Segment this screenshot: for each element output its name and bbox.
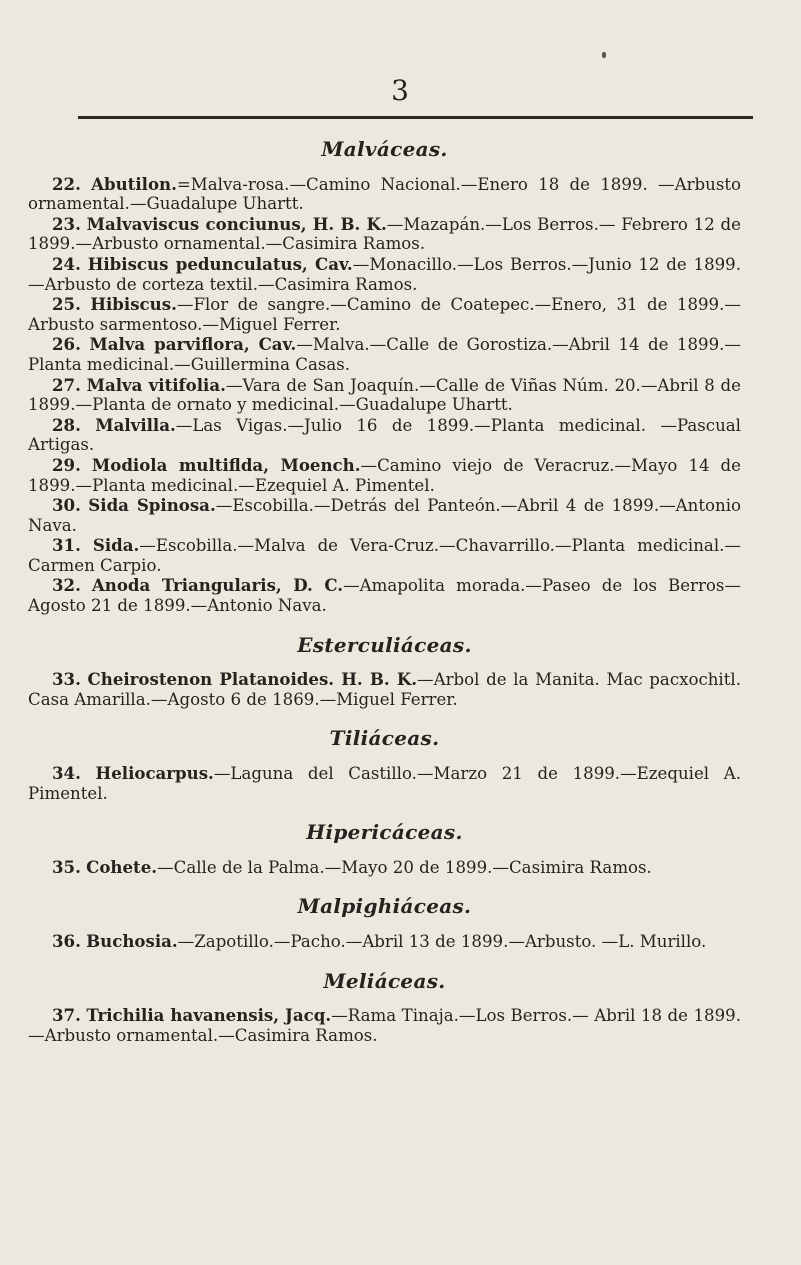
entry-text: —Laguna del Castillo.—Marzo 21 de 1899.—Ezequiel A. Pimentel. [28, 764, 742, 803]
entry-number: 23. [52, 213, 81, 234]
section-title: Tiliáceas. [329, 726, 440, 751]
entry-number: 30. [52, 495, 81, 516]
entry-number: 31. [52, 535, 81, 556]
section-title: Esterculiáceas. [297, 632, 472, 657]
header-rule [78, 116, 753, 119]
entry-number: 28. [52, 414, 81, 435]
entry-text: —Camino viejo de Veracruz.—Mayo 14 de 1899.—Planta medicinal.—Ezequiel A. Pimentel. [28, 455, 741, 495]
entry-text: —Mazapán.—Los Berros.— Febrero 12 de 1899.—Arbusto ornamental.—Casimira Ramos. [28, 214, 741, 254]
entry-34 [28, 764, 741, 803]
entry-text: —Flor de sangre.—Camino de Coatepec.—Enero, 31 de 1899.—Arbusto sarmentoso.—Miguel Ferrer. [28, 295, 741, 334]
entry-number: 22. [52, 173, 81, 194]
species-name: Malva vitifolia. [86, 374, 226, 395]
entry-28 [28, 416, 741, 455]
entry-number: 36. [52, 931, 81, 951]
species-name: Anoda Triangularis, D. C. [91, 575, 344, 596]
entry-number: 35. [52, 856, 81, 877]
species-name: Hibiscus. [90, 294, 177, 315]
species-name: Malva parviflora, Cav. [89, 334, 297, 355]
entry-text: —Zapotillo.—Pacho.—Abril 13 de 1899.—Arbusto. —L. Murillo. [177, 932, 707, 951]
entry-31 [28, 536, 741, 575]
species-name: Sida Spinosa. [88, 495, 216, 516]
species-name: Hibiscus pedunculatus, Cav. [87, 253, 353, 274]
entry-26 [28, 335, 741, 374]
entry-text: =Malva-rosa.—Camino Nacional.—Enero 18 de 1899. —Arbusto ornamental.—Guadalupe Uhartt. [28, 174, 741, 214]
section-meliaceas [28, 968, 741, 1046]
entry-text: —Arbol de la Manita. Mac pacxochitl. Casa Amarilla.—Agosto 6 de 1869.—Miguel Ferrer. [28, 670, 741, 709]
section-title: Meliáceas. [323, 968, 446, 993]
entry-number: 33. [52, 669, 81, 690]
species-name: Modiola multiflda, Moench. [91, 454, 361, 475]
entry-text: —Amapolita morada.—Paseo de los Berros—Agosto 21 de 1899.—Antonio Nava. [28, 576, 742, 616]
entry-30 [28, 496, 741, 535]
section-title: Hipericáceas. [306, 820, 463, 845]
stray-mark [602, 52, 606, 58]
species-name: Heliocarpus. [95, 763, 214, 784]
section-malvaceas [28, 137, 742, 616]
entry-25 [28, 295, 741, 334]
entry-number: 24. [52, 253, 81, 274]
entry-24 [28, 255, 741, 294]
section-malpighiaceas [28, 894, 741, 951]
section-hipericaceas [28, 820, 741, 877]
species-name: Trichilia havanensis, Jacq. [86, 1005, 332, 1026]
species-name: Sida. [92, 535, 140, 556]
entry-number: 29. [52, 454, 81, 475]
species-name: Cheirostenon Platanoides. H. B. K. [87, 669, 418, 690]
entry-32 [28, 576, 741, 615]
entry-number: 26. [52, 334, 81, 355]
section-title: Malváceas. [321, 137, 448, 161]
entry-23 [28, 215, 741, 254]
entry-text: —Las Vigas.—Julio 16 de 1899.—Planta medicinal. —Pascual Artigas. [28, 415, 741, 455]
entry-36 [28, 932, 741, 952]
entry-37 [28, 1006, 741, 1045]
entry-text: —Calle de la Palma.—Mayo 20 de 1899.—Casimira Ramos. [157, 857, 652, 877]
entry-number: 34. [52, 763, 81, 784]
entry-27 [28, 376, 741, 415]
entry-33 [28, 670, 741, 709]
species-name: Buchosia. [86, 931, 178, 951]
entry-text: —Escobilla.—Malva de Vera-Cruz.—Chavarrillo.—Planta medicinal.—Carmen Carpio. [28, 536, 741, 575]
entry-text: —Vara de San Joaquín.—Calle de Viñas Núm. 20.—Abril 8 de 1899.—Planta de ornato y medicinal.—Guadalupe Uhartt. [28, 375, 741, 415]
entry-text: —Monacillo.—Los Berros.—Junio 12 de 1899.—Arbusto de corteza textil.—Casimira Ramos. [28, 254, 742, 294]
entry-number: 37. [52, 1005, 81, 1026]
page-body [28, 137, 742, 1046]
section-tiliaceas [28, 726, 742, 803]
entry-number: 25. [52, 294, 81, 315]
species-name: Abutilon. [91, 173, 177, 194]
entry-text: —Rama Tinaja.—Los Berros.— Abril 18 de 1899.—Arbusto ornamental.—Casimira Ramos. [28, 1006, 741, 1045]
entry-number: 27. [52, 374, 81, 395]
species-name: Cohete. [86, 856, 158, 877]
entry-29 [28, 456, 741, 495]
species-name: Malvaviscus conciunus, H. B. K. [86, 213, 387, 234]
section-title: Malpighiáceas. [297, 894, 472, 919]
section-esterculiaceas [28, 632, 741, 710]
page-number: 3 [391, 74, 410, 107]
entry-35 [28, 858, 741, 878]
entry-22 [28, 175, 741, 214]
species-name: Malvilla. [95, 414, 176, 435]
entry-text: —Escobilla.—Detrás del Panteón.—Abril 4 de 1899.—Antonio Nava. [28, 496, 741, 535]
entry-number: 32. [52, 575, 81, 596]
entry-text: —Malva.—Calle de Gorostiza.—Abril 14 de 1899.—Planta medicinal.—Guillermina Casas. [28, 335, 741, 374]
